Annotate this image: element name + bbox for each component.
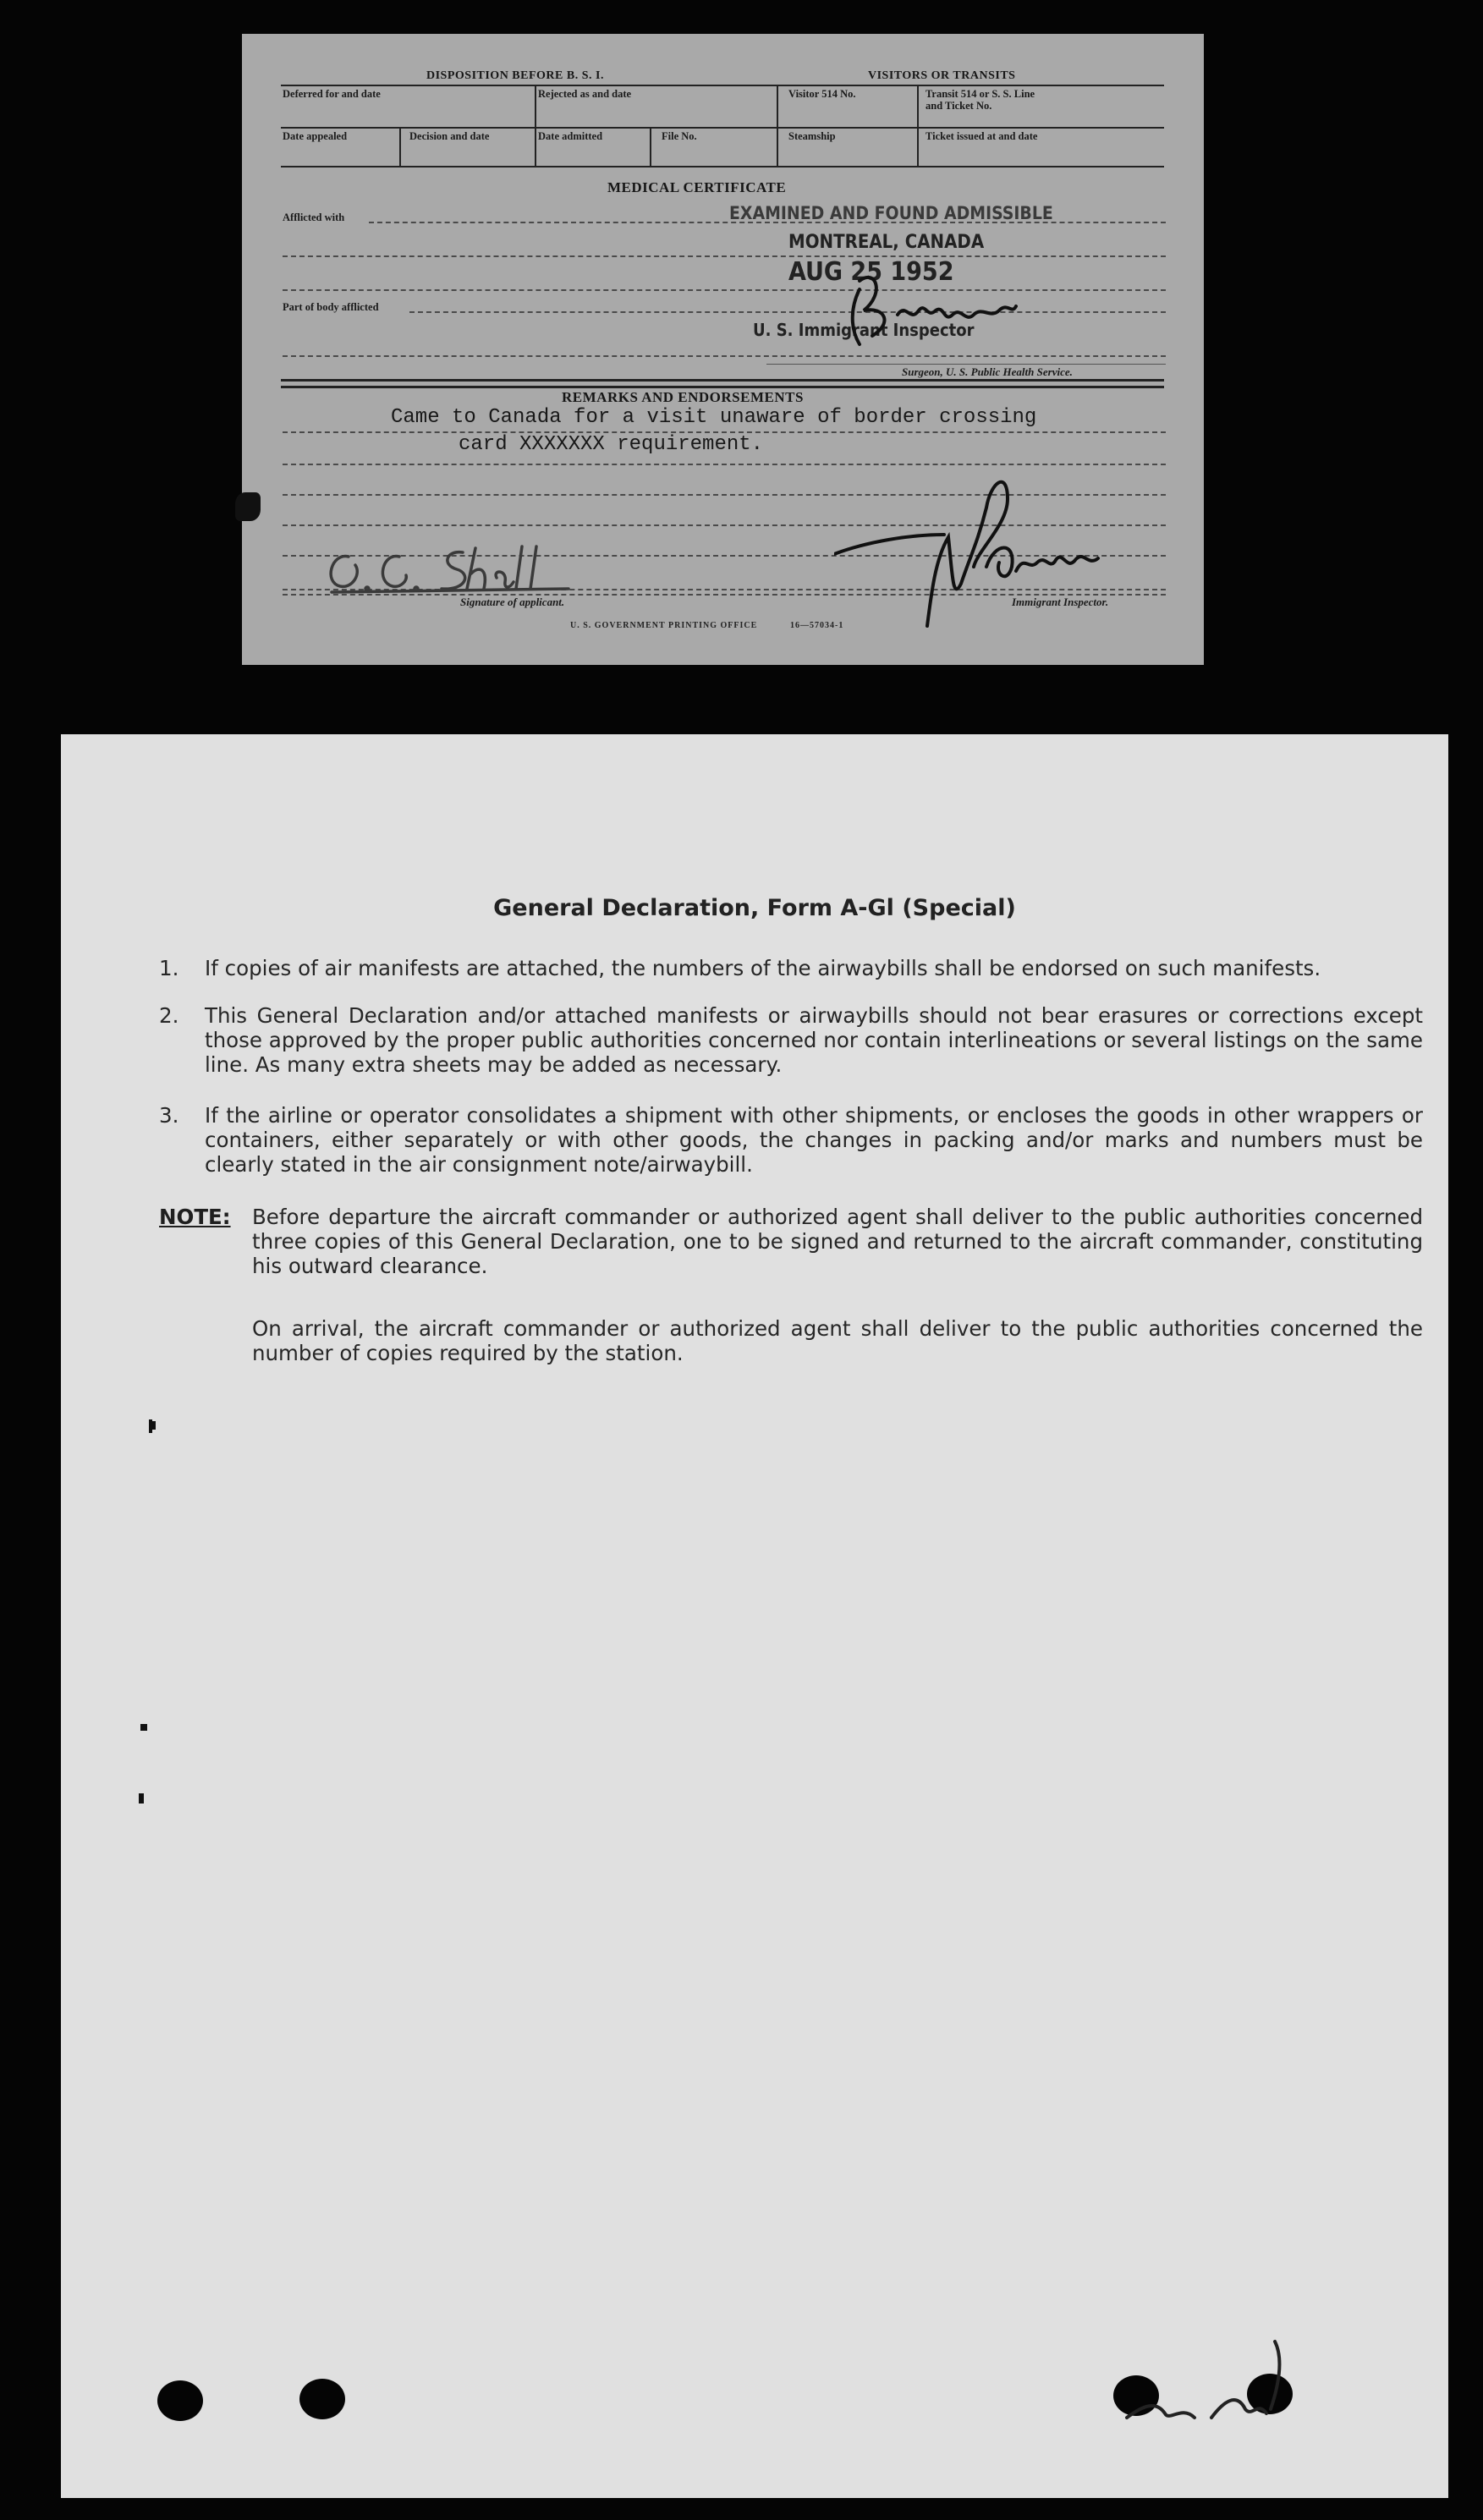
deferred-label: Deferred for and date (283, 88, 381, 100)
visitor-label: Visitor 514 No. (788, 88, 856, 100)
general-declaration-page (61, 734, 1448, 2498)
dotted-line (283, 355, 1166, 357)
punch-hole (299, 2379, 345, 2419)
rule (281, 166, 1164, 167)
disposition-heading: DISPOSITION BEFORE B. S. I. (426, 69, 604, 82)
divider (650, 127, 651, 166)
transit-label-1: Transit 514 or S. S. Line (926, 88, 1035, 100)
applicant-signature-label: Signature of applicant. (460, 596, 565, 608)
item-text: If copies of air manifests are attached, the numbers of the airwaybills shall be endorsed on such manifests. (205, 956, 1321, 980)
note-label: NOTE: (159, 1205, 231, 1229)
dotted-line (283, 289, 1166, 291)
rule (281, 386, 1164, 388)
scan-artifact (235, 492, 261, 521)
rule (281, 85, 1164, 86)
stamp-inspector: U. S. Immigrant Inspector (753, 320, 975, 340)
steamship-label: Steamship (788, 130, 836, 142)
arrival-text: On arrival, the aircraft commander or authorized agent shall deliver to the public authorities concerned the number of copies required by the station. (252, 1316, 1423, 1365)
afflicted-label: Afflicted with (283, 211, 345, 223)
applicant-signature (315, 540, 585, 599)
scan-artifact (139, 1793, 144, 1804)
inspector-stamp-signature (826, 264, 1020, 357)
transit-label-2: and Ticket No. (926, 100, 992, 112)
surgeon-label: Surgeon, U. S. Public Health Service. (902, 365, 1073, 378)
dotted-line (283, 255, 1166, 257)
rule (281, 379, 1164, 382)
date-appealed-label: Date appealed (283, 130, 348, 142)
stamp-examined: EXAMINED AND FOUND ADMISSIBLE (729, 203, 1053, 223)
visitors-heading: VISITORS OR TRANSITS (868, 69, 1016, 82)
corner-handwriting (1118, 2333, 1304, 2435)
remarks-heading: REMARKS AND ENDORSEMENTS (562, 389, 804, 405)
item-number: 3. (159, 1103, 179, 1128)
printing-office: U. S. GOVERNMENT PRINTING OFFICE (570, 621, 758, 630)
scan-artifact (149, 1419, 152, 1433)
date-admitted-label: Date admitted (538, 130, 603, 142)
note-text: Before departure the aircraft commander or authorized agent shall deliver to the public authorities concerned three copies of this General Declaration, one to be signed and returned to the aircraft commander, constituting his outward clearance. (252, 1205, 1423, 1278)
rule (281, 127, 1164, 129)
part-label: Part of body afflicted (283, 301, 379, 313)
medical-heading: MEDICAL CERTIFICATE (607, 179, 787, 195)
rule (766, 364, 1166, 365)
decision-label: Decision and date (409, 130, 490, 142)
file-no-label: File No. (662, 130, 697, 142)
scan-artifact (140, 1724, 147, 1731)
divider (399, 127, 401, 166)
item-text: If the airline or operator consolidates a shipment with other shipments, or encloses the goods in other wrappers or containers, either separately or with other goods, the changes in packing and/or marks and numbers must be clearly stated in the air consignment note/airwaybill. (205, 1103, 1423, 1177)
page-title: General Declaration, Form A-Gl (Special) (493, 895, 1016, 921)
inspector-label: Immigrant Inspector. (1012, 596, 1109, 608)
remarks-line-1: Came to Canada for a visit unaware of border crossing (391, 406, 1037, 429)
item-number: 2. (159, 1003, 179, 1028)
remarks-line-2: card XXXXXXX requirement. (459, 433, 764, 456)
divider (535, 85, 536, 166)
divider (917, 85, 919, 166)
divider (777, 85, 778, 166)
item-number: 1. (159, 956, 179, 980)
ticket-label: Ticket issued at and date (926, 130, 1038, 142)
immigration-card (242, 34, 1204, 665)
item-text: This General Declaration and/or attached manifests or airwaybills should not bear erasures or corrections except those approved by the proper public authorities concerned nor contain interlineations or several listings on the same line. As many extra sheets may be added as necessary. (205, 1003, 1423, 1077)
punch-hole (157, 2380, 203, 2421)
dotted-line (409, 311, 1166, 313)
form-code: 16—57034-1 (790, 621, 844, 630)
stamp-date: AUG 25 1952 (788, 257, 954, 287)
rejected-label: Rejected as and date (538, 88, 632, 100)
stamp-city: MONTREAL, CANADA (788, 232, 985, 253)
